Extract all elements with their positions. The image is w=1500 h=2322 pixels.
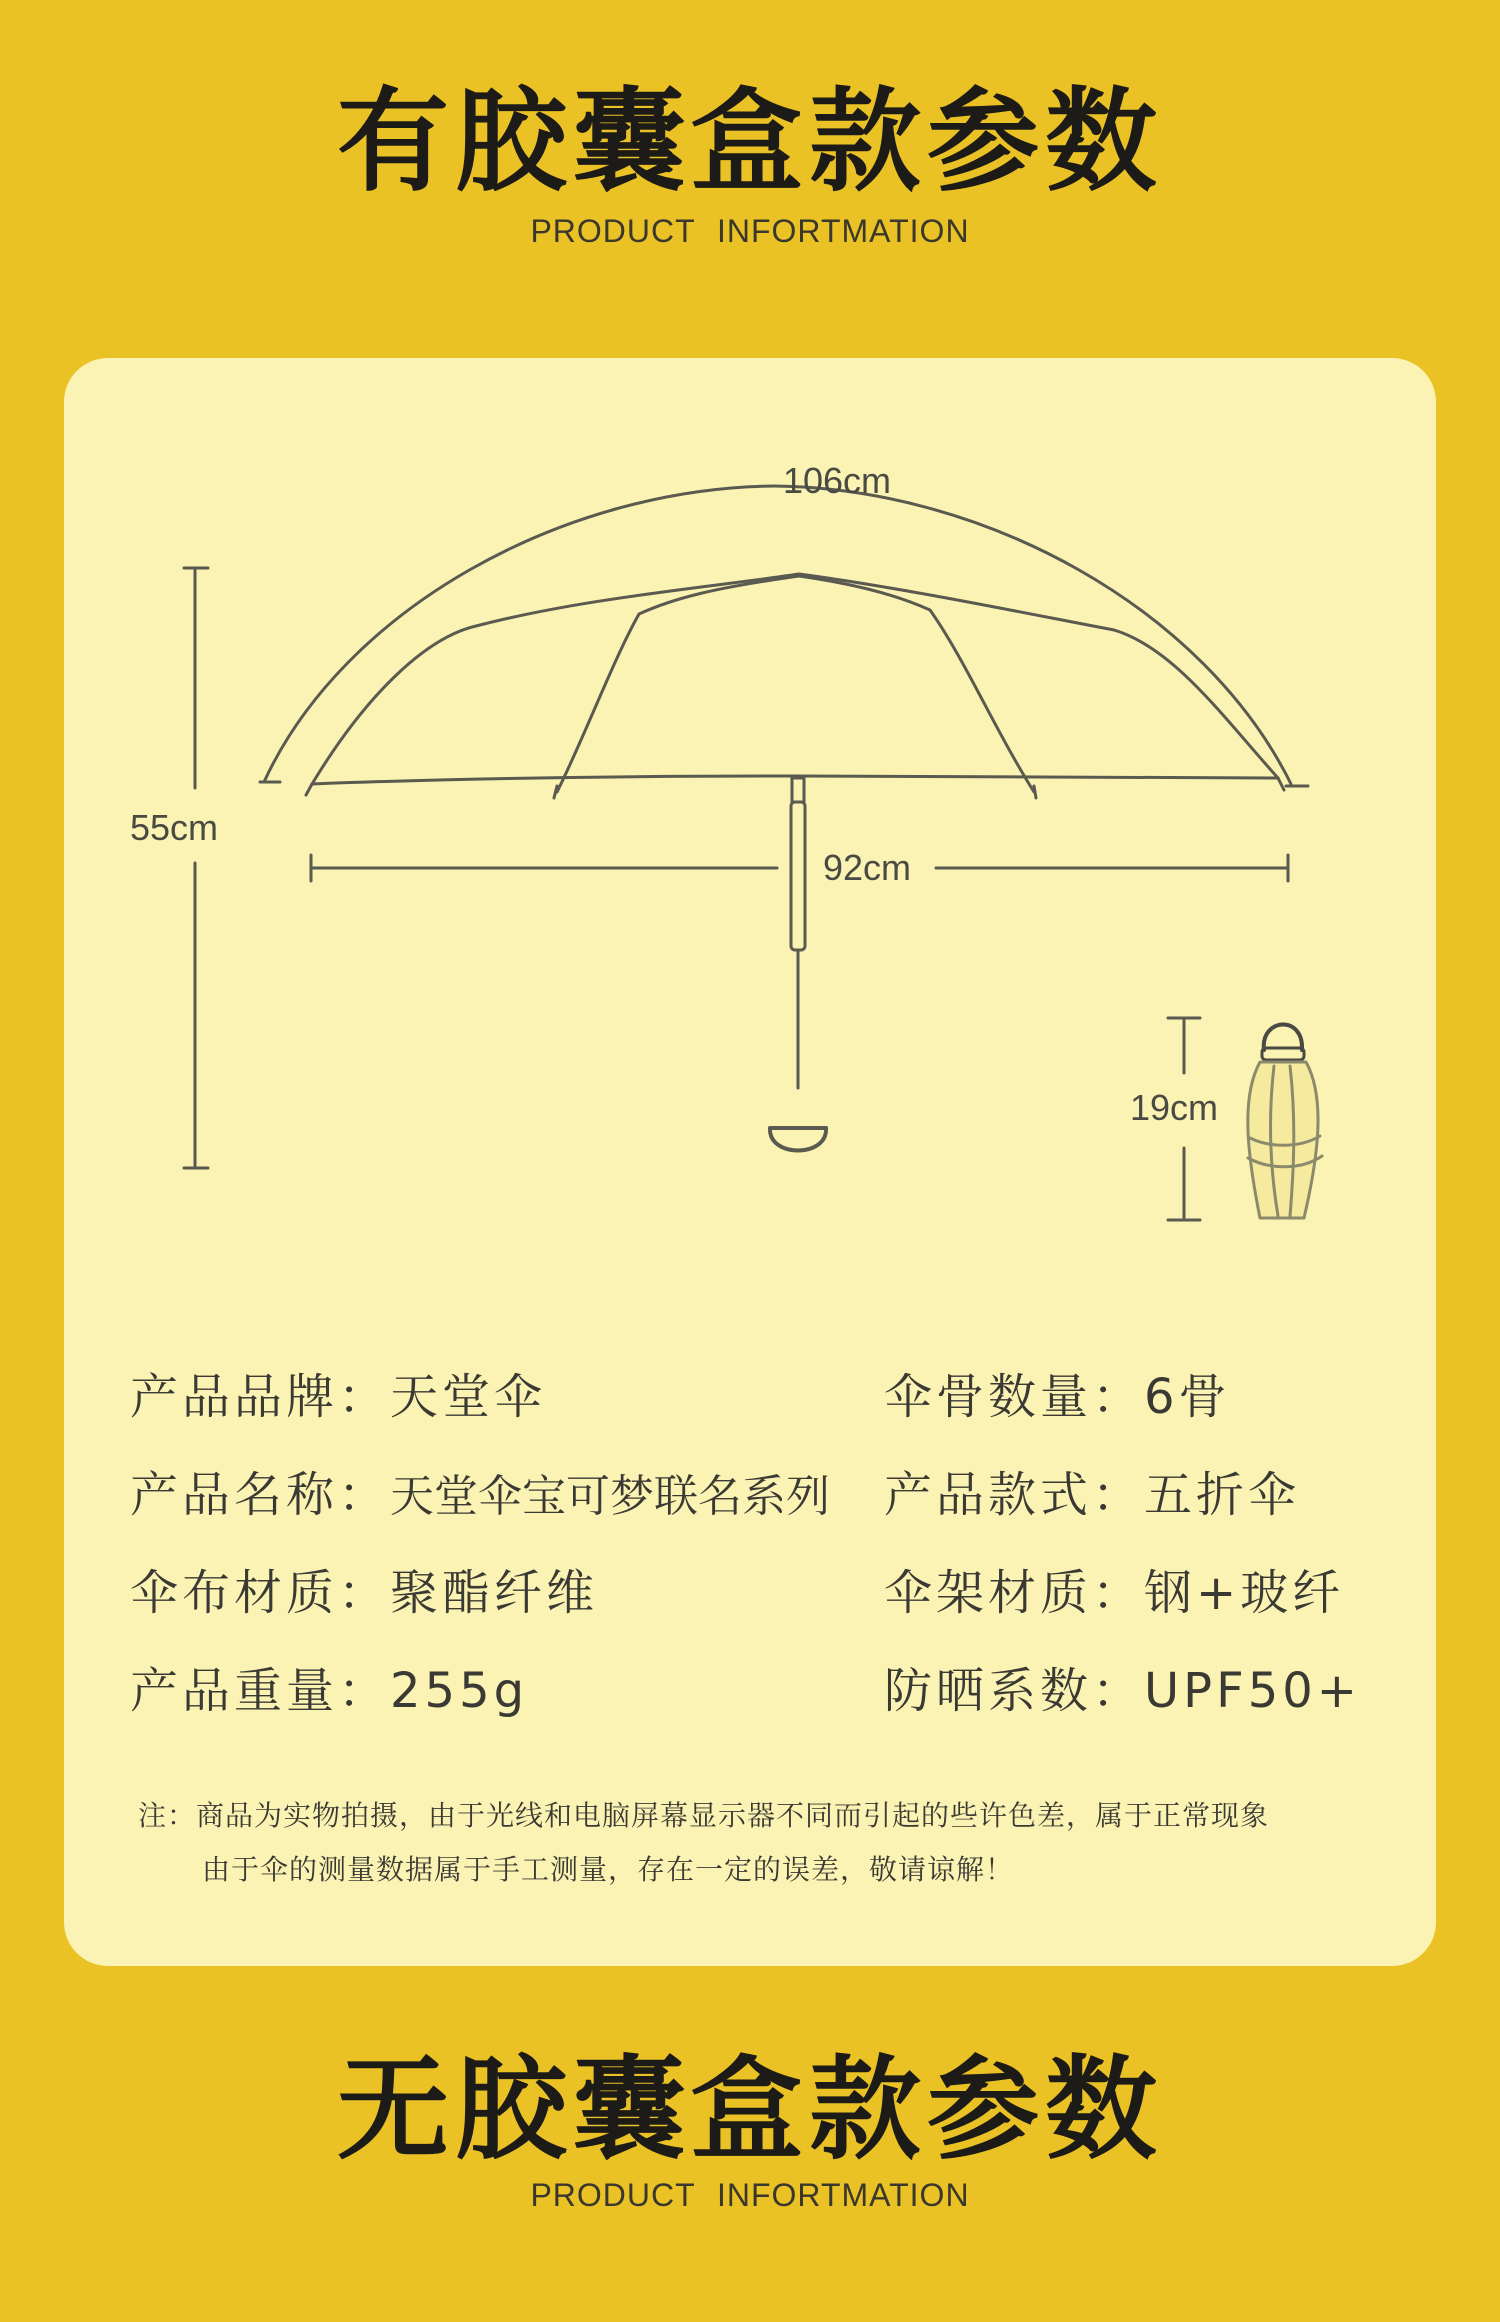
section-title-without-capsule: 无胶囊盒款参数 [337, 2045, 1163, 2175]
spec-value: 6骨 [1144, 1369, 1231, 1425]
section-title-with-capsule: 有胶囊盒款参数 [337, 77, 1163, 207]
spec-label: 伞骨数量： [884, 1369, 1145, 1425]
spec-value: 聚酯纤维 [390, 1565, 599, 1621]
spec-label: 产品品牌： [130, 1369, 391, 1425]
section-subtitle-with-capsule: PRODUCT INFORTMATION [530, 213, 970, 249]
height-dimension-label: 55cm [129, 807, 219, 848]
rib-tip-3 [1034, 786, 1036, 798]
spec-value: 钢+玻纤 [1144, 1565, 1345, 1621]
spec-label: 产品名称： [130, 1467, 391, 1523]
spec-label: 产品款式： [884, 1467, 1145, 1523]
span-dimension-label: 92cm [822, 847, 912, 888]
spec-value: 天堂伞 [390, 1369, 547, 1425]
spec-label: 产品重量： [130, 1663, 391, 1719]
spec-fabric [130, 1554, 598, 1623]
spec-value: UPF50+ [1144, 1663, 1361, 1719]
folded-umbrella-icon [1248, 1024, 1322, 1218]
spec-uv-rating [884, 1652, 1361, 1721]
spec-style [884, 1456, 1300, 1525]
note-line-2: 由于伞的测量数据属于手工测量，存在一定的误差，敬请谅解！ [202, 1853, 1015, 1886]
umbrella-dimension-diagram [64, 358, 1436, 1358]
spec-label: 伞布材质： [130, 1565, 391, 1621]
spec-rib-count [884, 1358, 1231, 1427]
spec-weight [130, 1652, 528, 1721]
spec-brand [130, 1358, 546, 1427]
rib-tip-2 [554, 786, 557, 798]
spec-frame [884, 1554, 1344, 1623]
spec-value: 255g [390, 1663, 529, 1719]
rib-left [557, 576, 799, 792]
arc-dimension-line [264, 486, 1291, 784]
note-line-1: 注：商品为实物拍摄，由于光线和电脑屏幕显示器不同而引起的些许色差，属于正常现象 [138, 1799, 1270, 1832]
spec-label: 伞架材质： [884, 1565, 1145, 1621]
shaft-upper [791, 802, 805, 950]
spec-value: 天堂伞宝可梦联名系列 [390, 1471, 831, 1522]
spec-label: 防晒系数： [884, 1663, 1145, 1719]
spec-product-name [130, 1456, 830, 1525]
folded-dimension-label: 19cm [1129, 1087, 1219, 1128]
umbrella-handle [770, 1128, 826, 1151]
spec-card [64, 358, 1436, 1966]
spec-value: 五折伞 [1144, 1467, 1301, 1523]
rib-tip-4 [1278, 778, 1284, 790]
arc-dimension-label: 106cm [782, 460, 892, 501]
shaft-top-notch [792, 778, 804, 802]
rib-tip-1 [306, 784, 312, 795]
section-subtitle-without-capsule: PRODUCT INFORTMATION [530, 2177, 970, 2213]
